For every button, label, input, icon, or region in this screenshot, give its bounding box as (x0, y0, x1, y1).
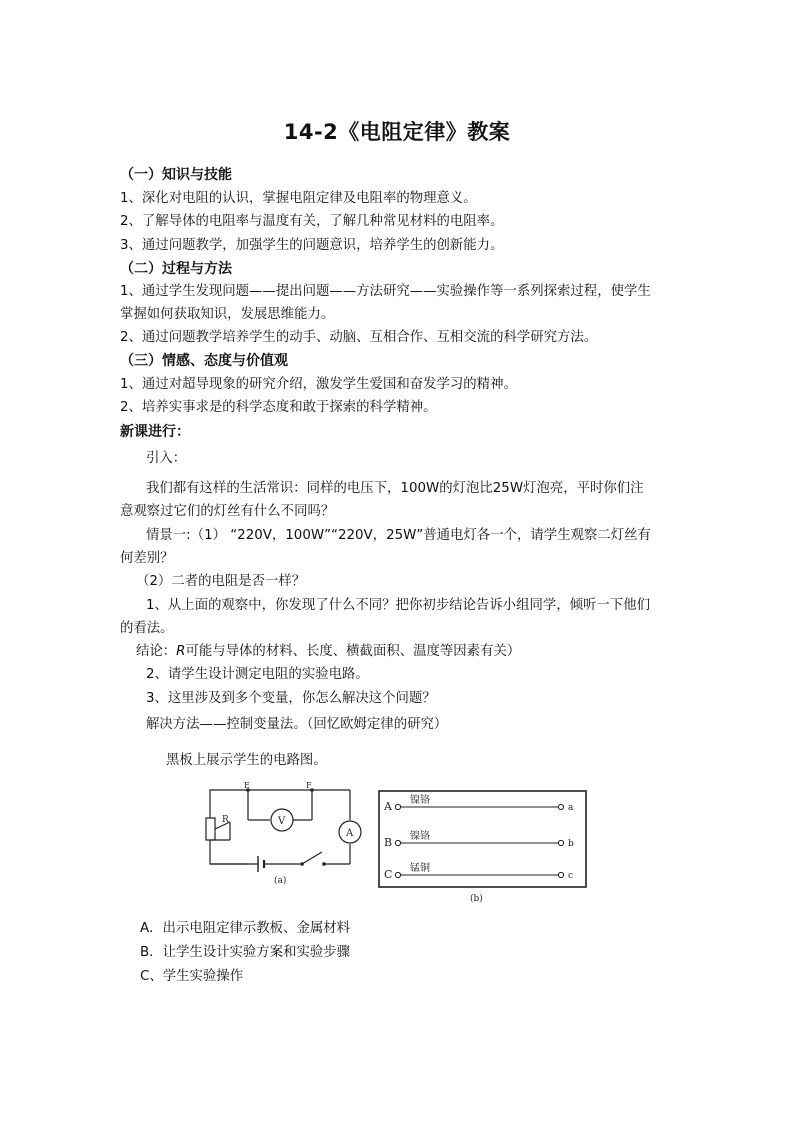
process-item-2: 2、通过问题教学培养学生的动手、动脑、互相合作、互相交流的科学研究方法。 (120, 330, 598, 345)
material-nichrome-1: 镍铬 (410, 795, 430, 806)
body-line-2: 意观察过它们的灯丝有什么不同吗？ (120, 504, 335, 519)
voltmeter-label: V (278, 816, 286, 827)
section-heading-process: （二）过程与方法 (120, 261, 232, 277)
step-a: A．出示电阻定律示教板、金属材料 (140, 921, 351, 936)
attitude-item-2: 2、培养实事求是的科学态度和敢于探索的科学精神。 (120, 400, 437, 415)
question-2: （2）二者的电阻是否一样？ (136, 574, 306, 589)
blackboard-line: 黑板上展示学生的电路图。 (166, 753, 327, 768)
new-lesson-heading: 新课进行： (120, 424, 190, 440)
label-E: E (244, 782, 250, 790)
process-item-1-cont: 掌握如何获取知识，发展思维能力。 (120, 307, 335, 322)
figure-b-caption: (b) (470, 894, 483, 904)
conclusion-prefix: 结论： (136, 644, 177, 659)
variables-question-line: 3、这里涉及到多个变量，你怎么解决这个问题？ (146, 691, 436, 706)
design-circuit-line: 2、请学生设计测定电阻的实验电路。 (146, 667, 369, 682)
material-manganin: 锰铜 (410, 863, 430, 874)
section-heading-attitude: （三）情感、态度与价值观 (120, 353, 288, 369)
label-R: R (222, 815, 229, 825)
terminal-B-label: B (384, 836, 393, 849)
knowledge-item-3: 3、通过问题教学，加强学生的问题意识，培养学生的创新能力。 (120, 238, 504, 253)
terminal-b-label: b (568, 839, 574, 849)
observation-line-1: 1、从上面的观察中，你发现了什么不同？把你初步结论告诉小组同学，倾听一下他们 (146, 598, 650, 613)
conclusion-text: 可能与导体的材料、长度、横截面积、温度等因素有关） (185, 644, 521, 659)
observation-line-2: 的看法。 (120, 621, 174, 636)
process-item-1: 1、通过学生发现问题——提出问题——方法研究——实验操作等一系列探索过程，使学生 (120, 284, 651, 299)
knowledge-item-2: 2、了解导体的电阻率与温度有关，了解几种常见材料的电阻率。 (120, 214, 504, 229)
rheostat-icon (206, 818, 215, 840)
conclusion-line (136, 643, 520, 661)
knowledge-item-1: 1、深化对电阻的认识，掌握电阻定律及电阻率的物理意义。 (120, 191, 477, 206)
scenario-line-2: 何差别？ (120, 551, 174, 566)
section-heading-knowledge: （一）知识与技能 (120, 167, 232, 183)
wire-board-diagram-b (376, 788, 591, 910)
page-title: 14-2《电阻定律》教案 (283, 120, 511, 144)
terminal-c-label: c (568, 871, 574, 881)
terminal-C-label: C (384, 868, 393, 881)
material-nichrome-2: 镍铬 (410, 831, 430, 842)
solution-method-line: 解决方法——控制变量法。（回忆欧姆定律的研究） (146, 717, 448, 732)
circuit-diagram-a (200, 782, 370, 892)
intro-label: 引入： (146, 451, 187, 466)
step-b: B．让学生设计实验方案和实验步骤 (140, 945, 351, 960)
terminal-A-label: A (384, 800, 392, 813)
conclusion-r-symbol: R (176, 644, 186, 659)
label-F: F (306, 782, 312, 790)
figure-a-caption: (a) (274, 876, 287, 886)
body-line-1: 我们都有这样的生活常识：同样的电压下，100W的灯泡比25W灯泡亮，平时你们注 (146, 481, 644, 496)
attitude-item-1: 1、通过对超导现象的研究介绍，激发学生爱国和奋发学习的精神。 (120, 377, 517, 392)
step-c: C、学生实验操作 (140, 969, 244, 984)
scenario-line-1: 情景一:（1） “220V，100W”“220V，25W”普通电灯各一个，请学生观察二灯丝有 (146, 528, 651, 543)
terminal-a-label: a (568, 803, 574, 813)
ammeter-label: A (346, 828, 354, 839)
